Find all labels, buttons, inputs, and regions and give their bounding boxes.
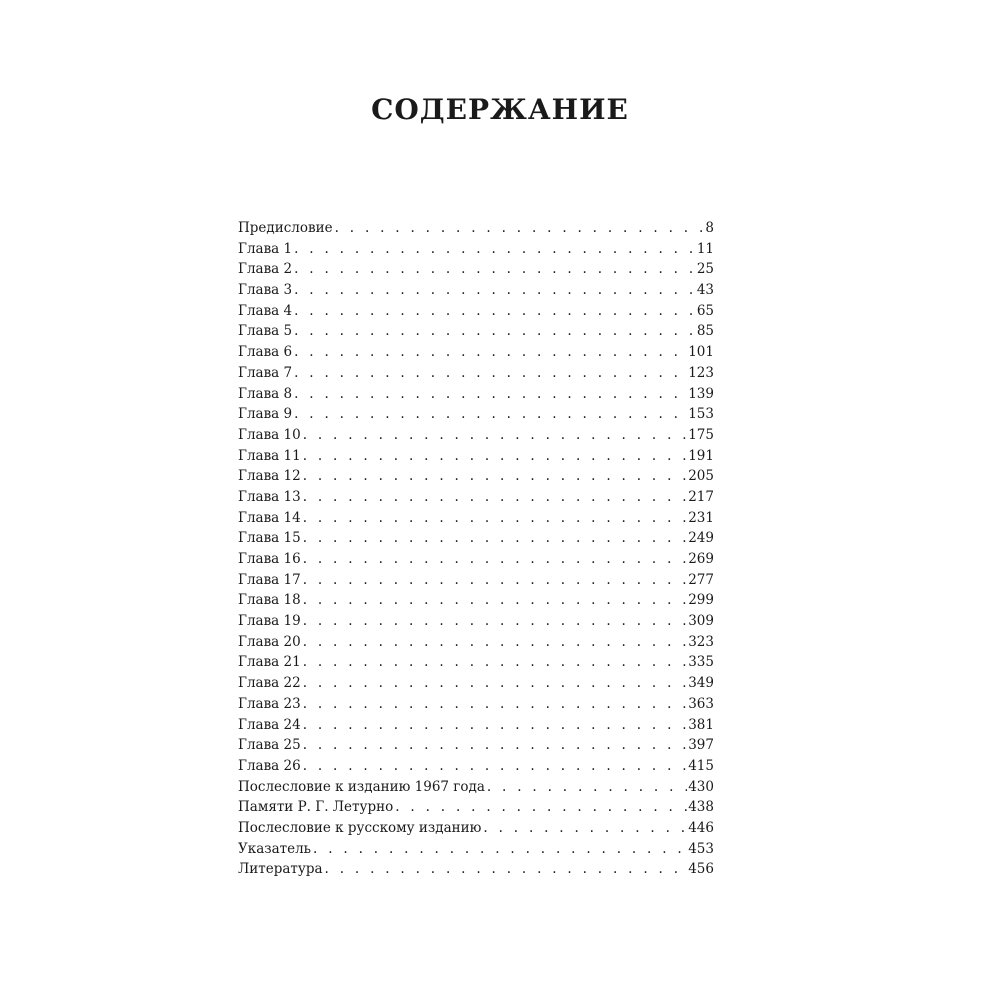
table-of-contents [238,218,714,880]
toc-entry-page: 299 [688,592,714,609]
toc-dot-leader [303,528,688,549]
toc-entry-page: 363 [688,695,714,712]
toc-entry-page: 277 [688,571,714,588]
toc-entry-label: Глава 1 [238,240,293,257]
toc-entry [238,735,714,756]
toc-dot-leader [294,301,696,322]
toc-dot-leader [303,570,688,591]
toc-dot-leader [303,756,688,777]
toc-entry [238,549,714,570]
toc-dot-leader [303,466,688,487]
toc-dot-leader [303,611,688,632]
toc-entry-page: 153 [688,406,714,423]
toc-entry [238,590,714,611]
toc-dot-leader [303,508,688,529]
toc-entry [238,363,714,384]
toc-entry-page: 191 [688,447,714,464]
toc-entry-page: 415 [688,757,714,774]
toc-dot-leader [294,259,696,280]
toc-entry-label: Глава 23 [238,695,301,712]
toc-dot-leader [294,404,687,425]
toc-entry-label: Глава 26 [238,757,301,774]
toc-entry [238,859,714,880]
toc-dot-leader [303,715,688,736]
toc-entry-page: 25 [696,261,714,278]
toc-entry-label: Послесловие к изданию 1967 года [238,778,485,795]
toc-entry-label: Послесловие к русскому изданию [238,819,482,836]
toc-entry-page: 43 [696,282,714,299]
toc-entry-page: 8 [705,220,714,236]
toc-entry-label: Глава 11 [238,447,301,464]
toc-dot-leader [483,818,687,839]
toc-entry [238,384,714,405]
toc-dot-leader [294,363,687,384]
toc-entry-label: Литература [238,861,323,878]
toc-entry-label: Глава 20 [238,633,301,650]
toc-dot-leader [294,384,687,405]
toc-entry-page: 446 [688,819,714,836]
toc-entry-label: Глава 17 [238,571,301,588]
toc-entry-label: Глава 25 [238,737,301,754]
toc-dot-leader [303,446,688,467]
toc-entry [238,239,714,260]
toc-entry [238,570,714,591]
toc-entry-page: 175 [688,426,714,443]
toc-entry-page: 269 [688,551,714,567]
toc-entry-page: 381 [688,716,714,733]
toc-entry-page: 453 [688,840,714,857]
toc-entry-page: 231 [688,509,714,526]
toc-entry [238,839,714,860]
toc-entry-label: Глава 14 [238,509,301,526]
toc-dot-leader [303,652,688,673]
page-title: СОДЕРЖАНИЕ [371,93,629,126]
toc-entry [238,425,714,446]
toc-dot-leader [303,487,688,508]
toc-entry [238,404,714,425]
toc-entry-page: 349 [688,675,714,692]
toc-entry-page: 65 [696,302,714,319]
toc-entry [238,508,714,529]
toc-entry-label: Глава 2 [238,261,293,278]
toc-entry-page: 309 [688,613,714,630]
toc-entry-page: 438 [688,799,714,816]
toc-entry [238,715,714,736]
toc-entry-label: Указатель [238,840,312,857]
toc-entry-page: 123 [688,364,714,381]
toc-dot-leader [325,859,688,880]
toc-entry [238,611,714,632]
toc-entry [238,777,714,798]
toc-entry-page: 85 [696,323,714,340]
toc-dot-leader [303,673,688,694]
toc-entry [238,446,714,467]
toc-entry-label: Глава 16 [238,551,301,567]
toc-entry-page: 217 [688,488,714,505]
toc-entry-page: 323 [688,633,714,650]
toc-entry [238,652,714,673]
toc-entry [238,259,714,280]
toc-entry-label: Предисловие [238,220,333,236]
toc-entry-label: Глава 7 [238,364,293,381]
toc-dot-leader [303,425,688,446]
toc-entry-label: Глава 9 [238,406,293,423]
toc-entry-page: 101 [688,344,714,361]
toc-dot-leader [303,735,688,756]
toc-entry-page: 430 [688,778,714,795]
toc-entry-label: Глава 4 [238,302,293,319]
toc-dot-leader [303,694,688,715]
toc-entry [238,218,714,239]
toc-entry-label: Глава 22 [238,675,301,692]
toc-entry-label: Глава 18 [238,592,301,609]
toc-dot-leader [335,218,705,239]
toc-entry [238,342,714,363]
toc-dot-leader [313,839,687,860]
toc-entry-page: 139 [688,385,714,402]
toc-dot-leader [303,549,688,570]
toc-entry-label: Глава 3 [238,282,293,299]
toc-entry-label: Глава 21 [238,654,301,671]
toc-entry [238,466,714,487]
toc-entry [238,487,714,508]
toc-entry [238,756,714,777]
toc-entry-page: 335 [688,654,714,671]
toc-dot-leader [303,632,688,653]
toc-entry-label: Глава 5 [238,323,293,340]
toc-entry-label: Глава 10 [238,426,301,443]
toc-entry-label: Глава 8 [238,385,293,402]
toc-entry [238,321,714,342]
toc-entry [238,673,714,694]
toc-entry [238,818,714,839]
toc-entry [238,528,714,549]
toc-entry [238,694,714,715]
toc-entry-page: 456 [688,861,714,878]
toc-entry-label: Глава 6 [238,344,293,361]
toc-dot-leader [294,280,696,301]
toc-entry-label: Глава 24 [238,716,301,733]
toc-entry [238,301,714,322]
toc-entry-page: 249 [688,530,714,547]
toc-dot-leader [294,321,696,342]
toc-entry-label: Глава 13 [238,488,301,505]
toc-entry [238,280,714,301]
toc-entry-label: Глава 12 [238,468,301,485]
toc-entry-label: Глава 15 [238,530,301,547]
toc-dot-leader [294,239,696,260]
toc-entry-page: 205 [688,468,714,485]
toc-dot-leader [294,342,687,363]
toc-entry-label: Глава 19 [238,613,301,630]
toc-dot-leader [487,777,687,798]
toc-entry-label: Памяти Р. Г. Летурно [238,799,394,816]
toc-dot-leader [303,590,688,611]
toc-entry-page: 11 [696,240,714,257]
toc-dot-leader [395,797,687,818]
toc-entry [238,797,714,818]
toc-entry-page: 397 [688,737,714,754]
toc-entry [238,632,714,653]
